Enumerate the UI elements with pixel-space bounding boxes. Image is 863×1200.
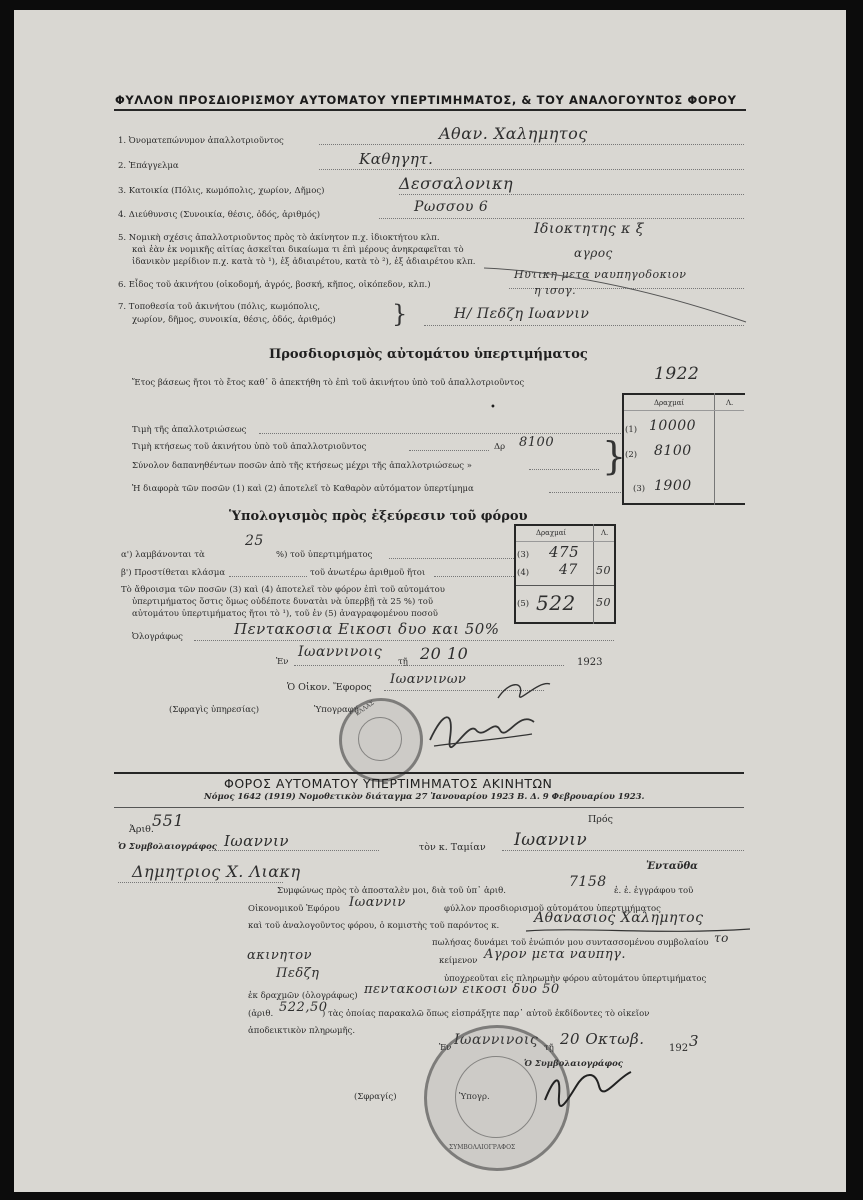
- bottom-subtitle-rule: [114, 807, 744, 808]
- tamian-line: [502, 850, 744, 851]
- row-2-dr: Δρ: [494, 442, 506, 452]
- date-value: 20 10: [420, 644, 469, 663]
- arith-value: 551: [152, 811, 185, 830]
- olografos-value: Πεντακοσια Εικοσι δυο και 50%: [234, 620, 500, 638]
- item-6-label: 6. Εἶδος τοῦ ἀκινήτου (οἰκοδομή, ἀγρός, βοσκή, κῆπος, οἰκόπεδον, κλπ.): [118, 280, 431, 290]
- calc-a-prefix: α') λαμβάνονται τὰ: [121, 550, 205, 560]
- en-value: Ιωαννινοις: [298, 644, 383, 660]
- calc-b-lepta: 50: [596, 564, 611, 577]
- table2-col-drachmai: Δραχμαί: [536, 529, 567, 537]
- para-line-8a: (ἀριθ.: [248, 1009, 274, 1019]
- row-2-label: Τιμὴ κτήσεως τοῦ ἀκινήτου ὑπὸ τοῦ ἀπαλλοτριοῦντος: [132, 442, 367, 452]
- item-3-line: [399, 194, 744, 195]
- addressee-name: Δημητριος Χ. Λιακη: [132, 862, 301, 881]
- item-5-line3: ἰδανικὸν μερίδιον π.χ. κατὰ τὸ ¹), ἐξ ἀδιαιρέτου, κατὰ τὸ ²), ἐξ ἀδιαιρέτου κλπ.: [132, 257, 476, 267]
- sfragis-label: (Σφραγίς): [354, 1092, 397, 1102]
- para-line-5-handwritten-2: Αγρον μετα ναυπηγ.: [484, 947, 627, 962]
- table2-col-rule: [593, 524, 594, 624]
- calc-a-line: [389, 558, 514, 559]
- table2-right-rule: [614, 524, 616, 624]
- year-suffix: 1923: [577, 657, 603, 668]
- table2-head-rule: [516, 541, 614, 542]
- para-line-1: Συμφώνως πρὸς τὸ ἀποσταλὲν μοι, διὰ τοῦ ὑπ᾽ ἀριθ.: [277, 886, 506, 896]
- item-1-value: Αθαν. Χαλημητος: [439, 124, 588, 143]
- item-7-brace: }: [392, 300, 408, 328]
- para-line-5-handwritten-1: ακινητον: [247, 948, 313, 963]
- para-line-1-number: 7158: [569, 874, 607, 890]
- row-4-label: Ἡ διαφορὰ τῶν ποσῶν (1) καὶ (2) ἀποτελεῖ τὸ Καθαρὸν αὐτόματον ὑπερτίμημα: [132, 484, 474, 494]
- item-5-line1: 5. Νομικὴ σχέσις ἀπαλλοτριοῦντος πρὸς τὸ ἀκίνητον π.χ. ἰδιοκτήτου κλπ.: [118, 233, 440, 243]
- eforos-signature: [424, 700, 544, 760]
- item-2-label: 2. Ἐπάγγελμα: [118, 161, 179, 171]
- calc-c-value: 522: [536, 591, 576, 615]
- table2-sum-rule: [516, 585, 614, 586]
- para-line-2-handwritten: Ιωαννιν: [349, 895, 406, 910]
- row-3-label: Σύνολον δαπανηθέντων ποσῶν ἀπὸ τῆς κτήσεως μέχρι τῆς ἀπαλλοτριώσεως »: [132, 461, 472, 471]
- addressee-line: [118, 882, 283, 883]
- table2-col-lepta: Λ.: [601, 529, 609, 537]
- base-year-value: 1922: [654, 364, 700, 384]
- rows-brace: }: [602, 434, 627, 478]
- row-4-value: 1900: [654, 478, 692, 494]
- calc-b-line-2: [434, 576, 514, 577]
- calc-a-suffix: %) τοῦ ὑπερτιμήματος: [276, 550, 373, 560]
- en2-label: Ἐν: [439, 1043, 452, 1053]
- table1-col-lepta: Λ.: [726, 399, 734, 407]
- para-line-3: καὶ τοῦ ἀναλογοῦντος φόρου, ὁ κομιστὴς τοῦ παρόντος κ.: [248, 921, 500, 931]
- tamian-label: τὸν κ. Ταμίαν: [419, 842, 486, 853]
- item-7-line1: 7. Τοποθεσία τοῦ ἀκινήτου (πόλις, κωμόπολις,: [118, 302, 321, 312]
- row-2-line: [409, 450, 489, 451]
- calc-c-line2: ὑπερτιμήματος ὅστις ὅμως οὐδέποτε δυνατὰι νὰ ὑπερβῇ τὰ 25 %) τοῦ: [132, 597, 434, 607]
- item-7-value: Η/ Πεδζη Ιωαννιν: [454, 306, 590, 322]
- item-1-label: 1. Ὀνοματεπώνυμον ἀπαλλοτριοῦντος: [118, 136, 284, 146]
- pencil-strike: [484, 260, 754, 330]
- item-7-line2: χωρίον, δῆμος, συνοικία, θέσις, ὁδός, ἀριθμός): [132, 315, 336, 325]
- handwritten-underline: [524, 925, 754, 937]
- pros-label: Πρός: [588, 814, 613, 825]
- year2-handwritten: 3: [689, 1032, 700, 1050]
- table1-head-rule: [624, 410, 744, 411]
- item-2-line: [319, 169, 744, 170]
- calc-b-line-1: [229, 576, 307, 577]
- para-line-5: κείμενον: [439, 956, 478, 966]
- row-1-label: Τιμὴ τῆς ἀπαλλοτριώσεως: [132, 425, 247, 435]
- para-line-3-handwritten: Αθανασιος Χαλημητος: [534, 910, 704, 926]
- section-2-title: Ὑπολογισμὸς πρὸς ἐξεύρεσιν τοῦ φόρου: [229, 509, 528, 524]
- para-line-4-handwritten: το: [714, 931, 729, 945]
- arith-label: Ἀριθ.: [129, 824, 154, 835]
- en2-value: Ιωαννινοις: [454, 1032, 539, 1048]
- signature-label: Ὑπογραφή: [314, 705, 359, 715]
- notary-signature: [539, 1060, 639, 1110]
- tamian-value: Ιωαννιν: [514, 830, 588, 850]
- row-1-value: 10000: [649, 418, 697, 434]
- row-23-num: (2): [625, 450, 638, 460]
- calc-b-num: (4): [517, 568, 530, 578]
- table2-left-rule: [514, 524, 516, 624]
- symvol-line: [209, 850, 379, 851]
- eforos-handwritten: Ιωαννινων: [390, 672, 467, 687]
- para-line-8-handwritten: 522,50: [279, 1000, 328, 1015]
- calc-b-prefix: β') Προστίθεται κλάσμα: [121, 568, 226, 578]
- calc-a-num: (3): [517, 550, 530, 560]
- base-year-label: Ἔτος βάσεως ἤτοι τὸ ἔτος καθ᾽ ὃ ἀπεκτήθη τὸ ἐπὶ τοῦ ἀκινήτου ὑπὸ τοῦ ἀπαλλοτριοῦντος: [132, 378, 525, 388]
- eforos-flourish: [494, 676, 554, 706]
- table2-bottom-rule: [514, 622, 616, 624]
- office-stamp: [339, 698, 423, 782]
- en-label: Ἐν: [276, 657, 289, 667]
- olografos-label: Ὀλογράφως: [132, 632, 183, 642]
- row-1-line: [259, 433, 621, 434]
- row-4-line: [549, 492, 621, 493]
- entautha-label: Ἐνταῦθα: [646, 861, 698, 872]
- ypogr-label: Ὑπογρ.: [459, 1092, 490, 1102]
- symvol-value: Ιωαννιν: [224, 832, 290, 850]
- calc-a-handwritten: 25: [245, 533, 264, 549]
- para-line-7a: ἐκ δραχμῶν (ὀλογράφως): [248, 991, 358, 1001]
- row-4-num: (3): [633, 484, 646, 494]
- section-1-title: Προσδιορισμὸς αὐτομάτου ὑπερτιμήματος: [269, 347, 588, 362]
- item-5-value-1: Ιδιοκτητης κ ξ: [534, 221, 644, 237]
- date2-value: 20 Οκτωβ.: [560, 1030, 645, 1048]
- table2-top-rule: [514, 524, 616, 526]
- calc-c-line3: αὐτομάτου ὑπερτιμήματος ἤτοι τὸ ¹), τοῦ ἐν (5) ἀναγραφομένου ποσοῦ: [132, 609, 438, 619]
- stamp-upper-text: ΕΛΛΑΣ: [353, 699, 376, 718]
- table1-col-drachmai: Δραχμαί: [654, 399, 685, 407]
- item-5-line2: καὶ ἐὰν ἐκ νομικῆς αἰτίας ἀσκεῖται δικαίωμα τι ἐπὶ μέρους ἀνηκραφεῖται τὸ: [132, 245, 464, 255]
- para-line-7-handwritten: πεντακοσιων εικοσι δυο 50: [364, 982, 560, 997]
- calc-b-value: 47: [559, 562, 578, 578]
- calc-c-num: (5): [517, 599, 530, 609]
- item-4-value: Ρωσσου 6: [414, 199, 489, 215]
- eforos-label: Ὁ Οἰκον. Ἔφορος: [287, 682, 372, 693]
- symvol2-label: Ὁ Συμβολαιογράφος: [524, 1059, 623, 1069]
- item-4-label: 4. Διεύθυνσις (Συνοικία, θέσις, ὁδός, ἀριθμός): [118, 210, 321, 220]
- table1-bottom-rule: [622, 503, 745, 505]
- calc-c-lepta: 50: [596, 596, 611, 609]
- service-stamp-label: (Σφραγὶς ὑπηρεσίας): [169, 705, 260, 715]
- symvol-label: Ὁ Συμβολαιογράφος: [118, 842, 217, 852]
- year2-prefix: 192: [669, 1043, 689, 1054]
- item-6-value-1: Ηυτικη μετα ναυπηγοδοκιον: [514, 268, 687, 281]
- notary-stamp-text: ΣΥΜΒΟΛΑΙΟΓΡΑΦΟΣ: [449, 1144, 516, 1151]
- en-line: [294, 665, 564, 666]
- para-line-8b: ) τὰς ὁποίας παρακαλῶ ὅπως εἰσπράξητε παρ᾽ αὐτοῦ ἐκδίδοντες τὸ οἰκεῖον: [322, 1009, 650, 1019]
- item-4-line: [379, 218, 744, 219]
- para-line-4: πωλήσας δυνάμει τοῦ ἐνώπιόν μου συντασσομένου συμβολαίου: [432, 938, 709, 948]
- item-3-value: Δεσσαλονικη: [399, 174, 514, 193]
- table1-top-rule: [622, 393, 745, 395]
- dot-mark: •: [490, 402, 496, 413]
- row-3-line: [529, 469, 599, 470]
- form-title: ΦΥΛΛΟΝ ΠΡΟΣΔΙΟΡΙΣΜΟΥ ΑΥΤΟΜΑΤΟΥ ΥΠΕΡΤΙΜΗΜΑΤΟΣ, & ΤΟΥ ΑΝΑΛΟΓΟΥΝΤΟΣ ΦΟΡΟΥ: [115, 93, 737, 107]
- item-6-value-2: η ισογ.: [534, 284, 577, 297]
- document-page: [14, 10, 846, 1192]
- para-line-6-handwritten: Πεδζη: [276, 966, 320, 981]
- item-5-value-2: αγρος: [574, 246, 613, 260]
- para-line-2b: φύλλον προσδιορισμοῦ αὐτομάτου ὑπερτιμήματος: [444, 904, 661, 914]
- ti2-label: τῇ: [544, 1043, 554, 1053]
- calc-c-line1: Τὸ ἄθροισμα τῶν ποσῶν (3) καὶ (4) ἀποτελεῖ τὸν φόρον ἐπὶ τοῦ αὐτομάτου: [121, 585, 445, 595]
- calc-b-suffix: τοῦ ἀνωτέρω ἀριθμοῦ ἤτοι: [310, 568, 426, 578]
- row-2-handwritten: 8100: [519, 435, 555, 450]
- item-2-value: Καθηγητ.: [359, 150, 434, 168]
- item-1-line: [319, 144, 744, 145]
- item-3-label: 3. Κατοικία (Πόλις, κωμόπολις, χωρίον, Δῆμος): [118, 186, 325, 196]
- row-1-num: (1): [625, 425, 638, 435]
- bottom-divider: [114, 772, 744, 774]
- olografos-line: [194, 640, 614, 641]
- bottom-title: ΦΟΡΟΣ ΑΥΤΟΜΑΤΟΥ ΥΠΕΡΤΙΜΗΜΑΤΟΣ ΑΚΙΝΗΤΩΝ: [224, 776, 553, 791]
- para-line-1-end: ἐ. ἐ. ἐγγράφου τοῦ: [614, 886, 694, 896]
- ti-label: τῇ: [398, 657, 408, 667]
- bottom-subtitle: Νόμος 1642 (1919) Νομοθετικὸν διάταγμα 27 Ἰανουαρίου 1923 Β. Δ. 9 Φεβρουαρίου 1923.: [204, 792, 645, 802]
- para-line-6: ὑποχρεοῦται εἰς πληρωμὴν φόρου αὐτομάτου ὑπερτιμήματος: [444, 974, 707, 984]
- row-23-value: 8100: [654, 443, 692, 459]
- title-underline: [114, 109, 746, 111]
- para-line-9: ἀποδεικτικὸν πληρωμῆς.: [248, 1026, 356, 1036]
- calc-a-value: 475: [549, 543, 580, 561]
- para-line-2a: Οἰκονομικοῦ Ἐφόρου: [248, 904, 340, 914]
